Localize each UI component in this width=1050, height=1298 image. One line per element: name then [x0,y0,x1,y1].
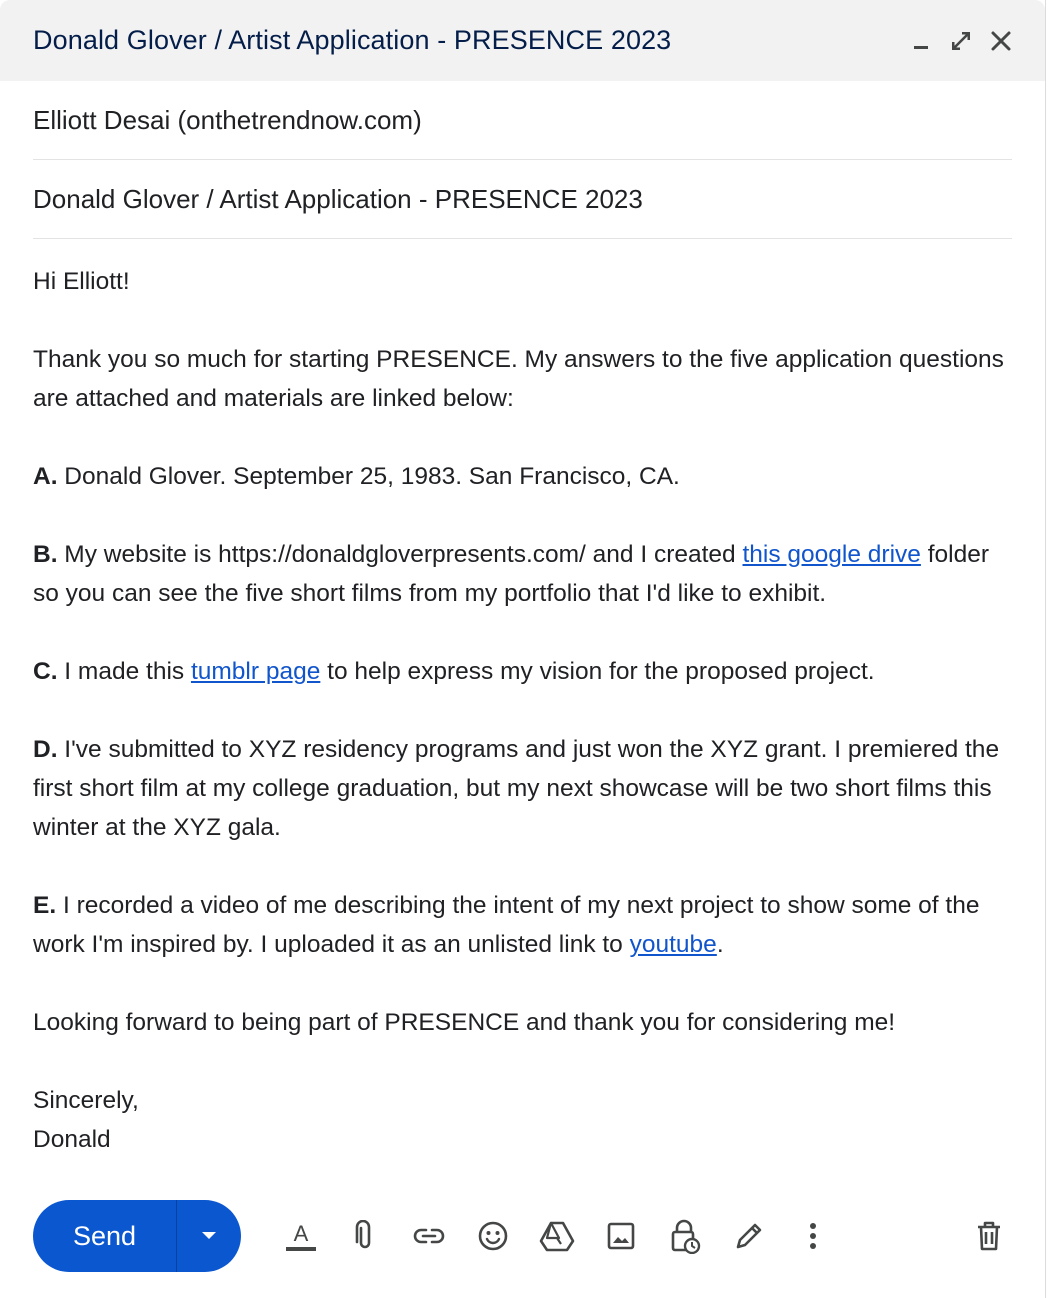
answer-a-text: Donald Glover. September 25, 1983. San Francisco, CA. [57,463,680,490]
insert-link-button[interactable] [397,1204,461,1268]
close-icon [990,30,1012,52]
answer-b [33,535,1012,613]
intro-paragraph: Thank you so much for starting PRESENCE. My answers to the five application questions are attached and materials are linked below: [33,346,1004,412]
minimize-button[interactable] [901,21,941,61]
send-button[interactable]: Send [33,1200,177,1272]
confidential-mode-button[interactable] [653,1204,717,1268]
caret-down-icon [199,1230,219,1242]
answer-e-text-2: . [716,931,724,958]
text-formatting-icon [284,1219,318,1253]
answer-e-label: E. [33,892,57,919]
insert-link-icon [412,1219,446,1253]
insert-photo-icon [605,1220,637,1252]
discard-draft-button[interactable] [957,1204,1021,1268]
answer-d-label: D. [33,736,58,763]
confidential-mode-icon [668,1218,702,1254]
answer-c-label: C. [33,658,58,685]
expand-button[interactable] [941,21,981,61]
more-options-icon [808,1221,818,1251]
compose-toolbar [33,1200,1021,1272]
subject-text: Donald Glover / Artist Application - PRESENCE 2023 [33,183,643,214]
subject-field[interactable] [33,160,1012,239]
insert-emoji-button[interactable] [461,1204,525,1268]
formatting-options-button[interactable] [269,1204,333,1268]
trash-icon [975,1220,1003,1252]
answer-b-text-2: folder so you can see the five short films from my portfolio that I'd like to exhibit. [33,541,989,607]
answer-b-text-1: My website is https://donaldgloverpresents.com/ and I created [57,541,743,568]
answer-c-text-2: to help express my vision for the proposed project. [320,658,875,685]
formatting-tools [269,1204,957,1268]
signature: Donald [33,1126,111,1153]
expand-icon [949,29,973,53]
answer-e-text-1: I recorded a video of me describing the intent of my next project to show some of the work I'm inspired by. I uploaded it as an unlisted link to [33,892,980,958]
answer-d [33,730,1012,847]
answer-c [33,652,1012,691]
send-options-button[interactable] [177,1200,241,1272]
insert-emoji-icon [476,1219,510,1253]
signoff: Sincerely, [33,1087,139,1114]
signature-icon [732,1219,766,1253]
attach-files-button[interactable] [333,1204,397,1268]
greeting: Hi Elliott! [33,268,130,295]
recipient-chip[interactable]: Elliott Desai (onthetrendnow.com) [33,104,422,135]
answer-d-text: I've submitted to XYZ residency programs and just won the XYZ grant. I premiered the first short film at my college graduation, but my next showcase will be two short films this winter at the XYZ gala. [33,736,1000,841]
compose-titlebar[interactable] [0,0,1045,81]
minimize-icon [910,30,932,52]
answer-c-text-1: I made this [57,658,191,685]
insert-photo-button[interactable] [589,1204,653,1268]
message-body[interactable] [33,239,1012,1159]
google-drive-icon [539,1219,575,1253]
answer-e [33,886,1012,964]
answer-b-label: B. [33,541,58,568]
tumblr-link[interactable]: tumblr page [190,658,321,685]
google-drive-link[interactable]: this google drive [742,541,921,568]
svg-text:A: A [293,1221,309,1246]
send-button-group [33,1200,241,1272]
youtube-link[interactable]: youtube [629,931,717,958]
insert-signature-button[interactable] [717,1204,781,1268]
insert-from-drive-button[interactable] [525,1204,589,1268]
recipients-field[interactable] [33,81,1012,160]
answer-a-label: A. [33,463,58,490]
more-options-button[interactable] [781,1204,845,1268]
close-button[interactable] [981,21,1021,61]
attach-file-icon [349,1220,381,1252]
answer-a [33,457,1012,496]
closing-line: Looking forward to being part of PRESENCE and thank you for considering me! [33,1009,896,1036]
compose-title: Donald Glover / Artist Application - PRESENCE 2023 [33,25,672,55]
